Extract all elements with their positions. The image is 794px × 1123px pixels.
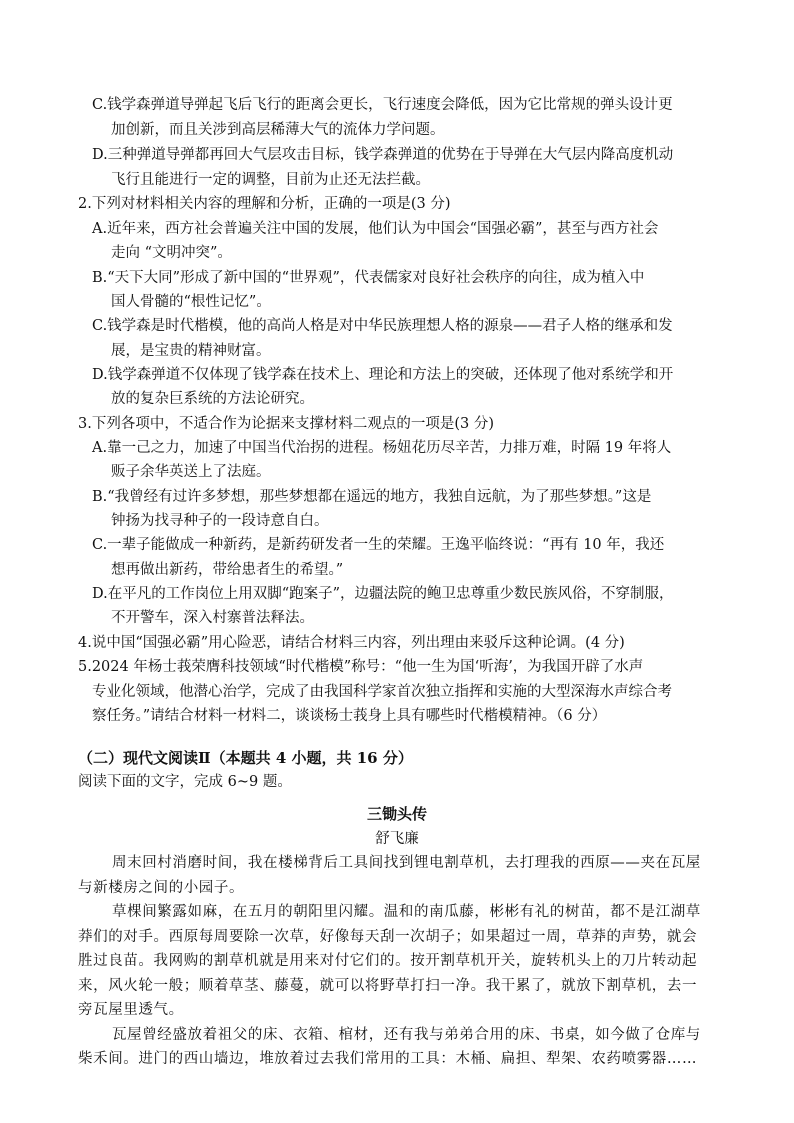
section-heading: （二）现代文阅读Ⅱ（本题共 4 小题，共 16 分） — [78, 749, 413, 767]
question-5-line2: 专业化领域，他潜心治学，完成了由我国科学家首次独立指挥和实施的大型深海水声综合考 — [92, 684, 672, 700]
paragraph-1-line2: 与新楼房之间的小园子。 — [78, 880, 245, 896]
q2-option-c-line1: C.钱学森是时代楷模，他的高尚人格是对中华民族理想人格的源泉——君子人格的继承和发 — [92, 318, 673, 334]
q2-option-c-line2: 展，是宝贵的精神财富。 — [111, 343, 271, 359]
question-5-line1: 5.2024 年杨士莪荣膺科技领域“时代楷模”称号：“他一生为国‘听海’，为我国开辟了水声 — [78, 659, 644, 675]
q3-option-b-line1: B.“我曾经有过许多梦想，那些梦想都在遥远的地方，我独自远航，为了那些梦想。”这是 — [92, 489, 652, 505]
paragraph-3-line1: 瓦屋曾经盛放着祖父的床、衣箱、棺材，还有我与弟弟合用的床、书桌，如今做了仓库与 — [112, 1027, 701, 1043]
paragraph-2-line4: 来，风火轮一般；顺着草茎、藤蔓，就可以将野草打扫一净。我干累了，就放下割草机，去一 — [78, 978, 698, 994]
q3-option-a-line1: A.靠一己之力，加速了中国当代治拐的进程。杨妞花历尽辛苦，力排万难，时隔 19 年将人 — [92, 440, 672, 456]
q3-option-d-line2: 不开警车，深入村寨普法释法。 — [111, 610, 314, 626]
paragraph-2-line2: 莽们的对手。西原每周要除一次草，好像每天刮一次胡子；如果超过一周，草莽的声势，就会 — [78, 929, 698, 945]
section-instruction: 阅读下面的文字，完成 6~9 题。 — [78, 774, 292, 790]
q2-option-b-line2: 国人骨髓的“根性记忆”。 — [111, 294, 271, 310]
paragraph-1-line1: 周末回村消磨时间，我在楼梯背后工具间找到锂电割草机，去打理我的西原——夹在瓦屋 — [112, 855, 701, 871]
paragraph-3-line2: 柴禾间。进门的西山墙边，堆放着过去我们常用的工具：木桶、扁担、犁架、农药喷雾器…… — [78, 1051, 698, 1067]
q2-option-d-line1: D.钱学森弹道不仅体现了钱学森在技术上、理论和方法上的突破，还体现了他对系统学和开 — [92, 367, 674, 383]
q3-option-d-line1: D.在平凡的工作岗位上用双脚“跑案子”，边疆法院的鲍卫忠尊重少数民族风俗，不穿制服， — [92, 586, 674, 602]
q1-option-c-line2: 加创新，而且关涉到高层稀薄大气的流体力学问题。 — [111, 122, 445, 138]
q3-option-c-line2: 想再做出新药，带给患者生的希望。” — [111, 562, 344, 578]
q2-option-a-line2: 走向 “文明冲突”。 — [111, 245, 232, 261]
q2-option-d-line2: 放的复杂巨系统的方法论研究。 — [111, 391, 314, 407]
question-4-stem: 4.说中国“国强必霸”用心险恶，请结合材料三内容，列出理由来驳斥这种论调。(4 分) — [78, 635, 625, 651]
q3-option-c-line1: C.一辈子能做成一种新药，是新药研发者一生的荣耀。王逸平临终说：“再有 10 年，我还 — [92, 537, 665, 553]
article-author: 舒飞廉 — [375, 831, 419, 847]
paragraph-2-line5: 旁瓦屋里透气。 — [78, 1002, 184, 1018]
q2-option-a-line1: A.近年来，西方社会普遍关注中国的发展，他们认为中国会“国强必霸”，甚至与西方社会 — [92, 221, 659, 237]
question-5-line3: 察任务。”请结合材料一材料二，谈谈杨士莪身上具有哪些时代楷模精神。（6 分） — [92, 708, 607, 724]
q1-option-c-line1: C.钱学森弹道导弹起飞后飞行的距离会更长，飞行速度会降低，因为它比常规的弹头设计更 — [92, 97, 673, 113]
q3-option-a-line2: 贩子余华英送上了法庭。 — [111, 464, 271, 480]
q2-option-b-line1: B.“天下大同”形成了新中国的“世界观”，代表儒家对良好社会秩序的向往，成为植入中 — [92, 270, 645, 286]
question-2-stem: 2.下列对材料相关内容的理解和分析，正确的一项是(3 分) — [78, 196, 451, 212]
q1-option-d-line2: 飞行且能进行一定的调整，目前为止还无法拦截。 — [111, 172, 430, 188]
paragraph-2-line1: 草棵间繁露如麻，在五月的朝阳里闪耀。温和的南瓜藤，彬彬有礼的树苗，都不是江湖草 — [112, 904, 701, 920]
article-title: 三锄头传 — [366, 805, 427, 823]
question-3-stem: 3.下列各项中，不适合作为论据来支撑材料二观点的一项是(3 分) — [78, 416, 494, 432]
paragraph-2-line3: 胜过良苗。我网购的割草机就是用来对付它们的。按开割草机开关，旋转机头上的刀片转动起 — [78, 953, 698, 969]
q3-option-b-line2: 钟扬为找寻种子的一段诗意自白。 — [111, 513, 329, 529]
q1-option-d-line1: D.三种弹道导弹都再回大气层攻击目标，钱学森弹道的优势在于导弹在大气层内降高度机动 — [92, 147, 674, 163]
